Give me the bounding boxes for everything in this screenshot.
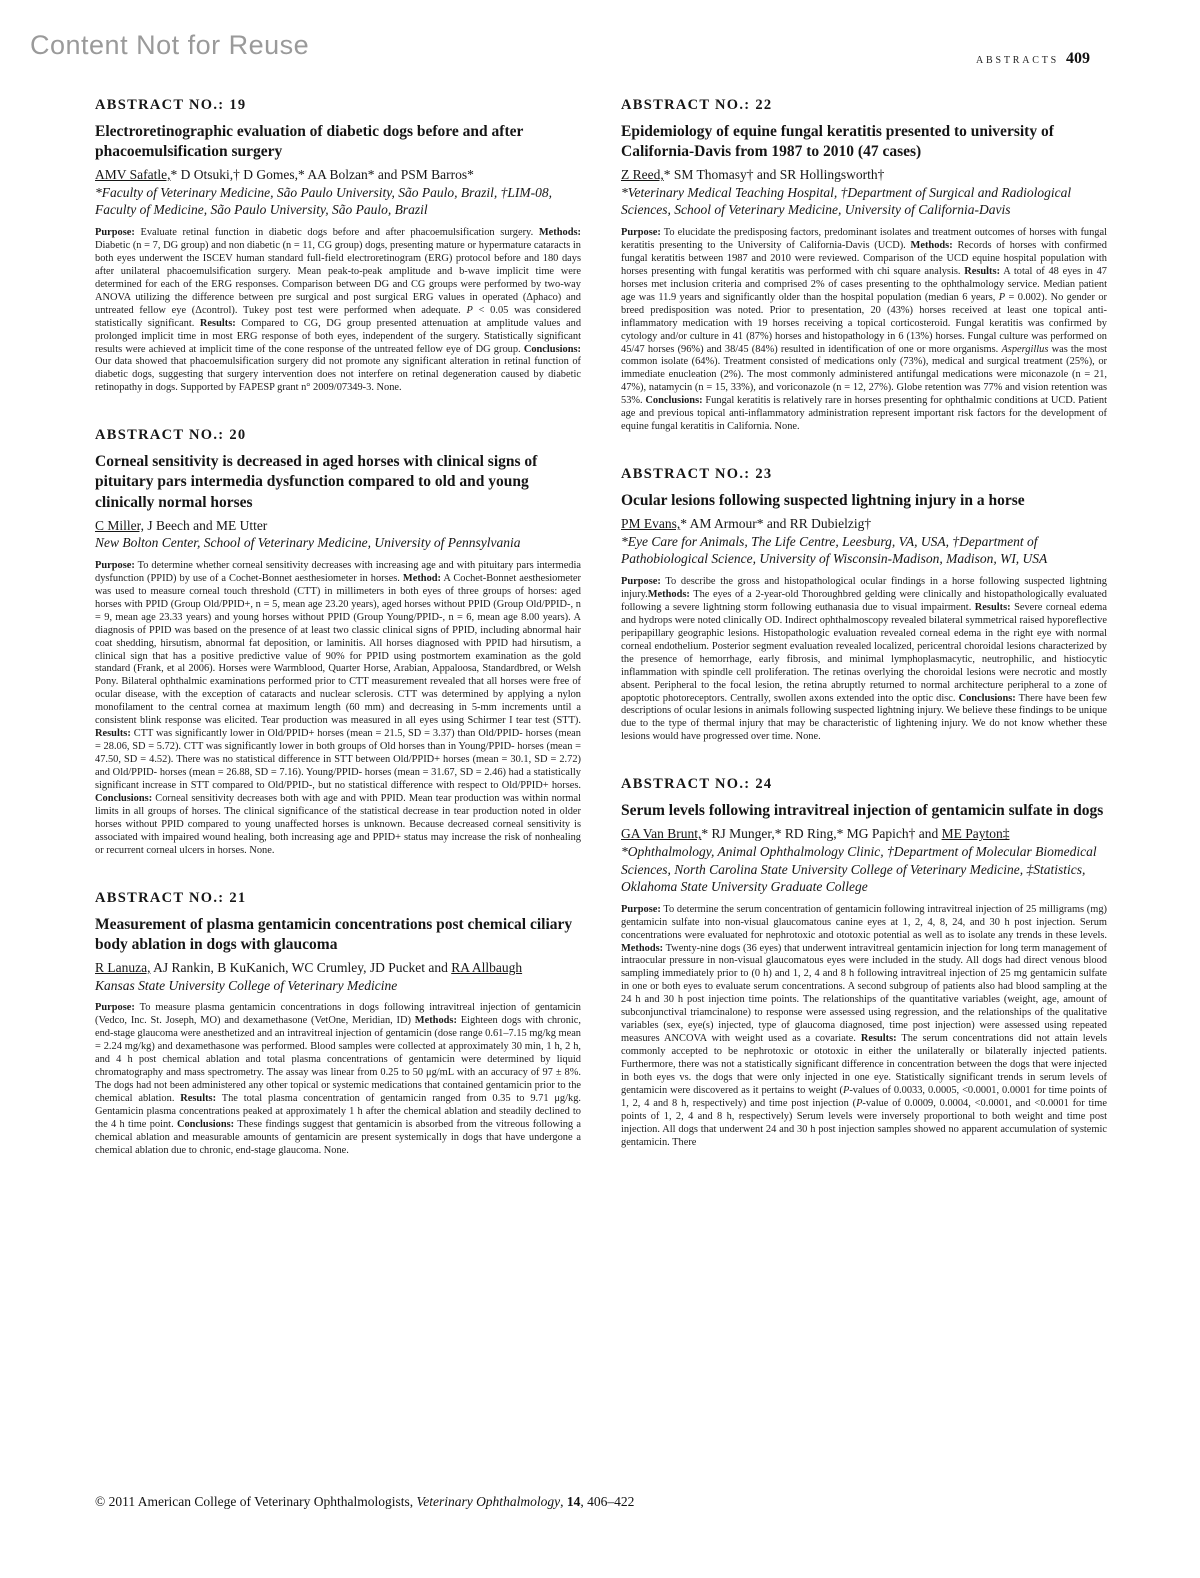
text-segment: P <box>842 1085 850 1097</box>
abstract-authors <box>95 166 581 184</box>
text-segment: Method: <box>402 572 441 584</box>
text-segment: Purpose: <box>95 559 135 571</box>
text-segment: * AM Armour* and RR Dubielzig† <box>680 516 872 532</box>
running-header <box>976 50 1090 68</box>
abstract-title: Corneal sensitivity is decreased in aged horses with clinical signs of pituitary pars intermedia dysfunction compared to old and young clinically normal horses <box>95 453 538 511</box>
text-segment: There have been few descriptions of ocular lesions in animals following suspected lightning injury. We believe these findings to be unique due to the type of thermal injury that may be characteristic of lightening injury. We do not know whether these lesions would have progressed over time. None. <box>621 692 1107 743</box>
text-segment: Purpose: <box>621 903 661 915</box>
abstract-body <box>95 560 581 858</box>
abstract-affiliation: *Veterinary Medical Teaching Hospital, †Department of Surgical and Radiological Sciences, School of Veterinary Medicine, University of California-Davis <box>621 184 1072 218</box>
abstract-authors <box>95 517 581 535</box>
abstract-number-heading: ABSTRACT NO.: 24 <box>621 776 773 793</box>
abstract-19 <box>95 97 581 395</box>
abstract-authors <box>621 825 1107 843</box>
text-segment: P <box>998 291 1006 303</box>
text-segment: AJ Rankin, B KuKanich, WC Crumley, JD Pucket and <box>150 960 452 976</box>
text-segment: C Miller, <box>95 517 144 533</box>
text-segment: Methods: <box>538 226 581 238</box>
abstract-number-heading: ABSTRACT NO.: 23 <box>621 466 773 483</box>
text-segment: To elucidate the predisposing factors, predominant isolates and treatment outcomes of horses with fungal keratitis presenting to the University of California-Davis (UCD). <box>621 226 1107 251</box>
text-segment: Results: <box>964 265 1001 277</box>
text-segment: Severe corneal edema and hydrops were noted clinically OD. Indirect ophthalmoscopy revealed bilateral symmetrical raised hyporeflective peripapillary geographic lesions. Histopathologic evaluation revealed corneal edema in the right eye with normal corneal endothelium. Posterior segment evaluation revealed localized, pericentral choroidal lesions characterized by the presence of hemorrhage, early fibrosis, and minimal lymphoplasmacytic, neutrophilic, and histiocytic inflammation with spindle cell proliferation. The retinas overlying the choroidal lesions were necrotic and mostly absent. Peripheral to the focal lesion, the retina abruptly returned to normal architecture peripheral to a zone of apoptotic photoreceptors. Centrally, swollen axons extended into the optic disc. <box>621 601 1107 704</box>
running-header-label: ABSTRACTS <box>976 55 1059 66</box>
text-segment: ME Payton‡ <box>941 826 1010 842</box>
text-segment: P <box>466 304 473 316</box>
text-segment: Results: <box>180 1092 217 1104</box>
text-segment: Methods: <box>647 588 690 600</box>
abstract-title: Ocular lesions following suspected lightning injury in a horse <box>621 492 1025 510</box>
text-segment: Conclusions: <box>95 792 153 804</box>
text-segment: The serum concentrations did not attain levels commonly accepted to be nephrotoxic or ototoxic in either the unilaterally or bilaterally injected patients. Furthermore, there was not a statistically significant difference in concentration between the dogs that were injected in both eyes vs. the dogs that were only injected in one eye. Statistically significant trends in serum levels of gentamicin were discovered as it pertains to weight ( <box>621 1033 1107 1097</box>
text-segment: Corneal sensitivity decreases both with age and with PPID. Mean tear production was within normal limits in all groups of horses. The clinical significance of the statistical decrease in tear production noted in older horses without PPID compared to young unaffected horses is unknown. Because decreased corneal sensitivity is associated with impaired wound healing, both increasing age and PPID+ status may increase the risk of nonhealing or recurrent corneal ulcers in horses. None. <box>95 792 581 856</box>
column-left <box>95 97 581 1190</box>
text-segment: Purpose: <box>621 575 661 587</box>
abstract-affiliation: *Ophthalmology, Animal Ophthalmology Clinic, †Department of Molecular Biomedical Sciences, North Carolina State University College of Veterinary Medicine, ‡Statistics, Oklahoma State University Graduate College <box>621 844 1097 895</box>
text-segment: Records of horses with confirmed fungal keratitis between 1987 and 2010 were reviewed. Comparison of the UCD equine hospital population with horses presenting with fungal keratitis was performed with chi square analysis. <box>621 239 1107 277</box>
text-segment: , 406–422 <box>580 1494 635 1509</box>
abstract-title: Electroretinographic evaluation of diabetic dogs before and after phacoemulsification surgery <box>95 123 524 161</box>
text-segment: Purpose: <box>95 1002 135 1014</box>
text-segment: © 2011 American College of Veterinary Ophthalmologists, <box>95 1494 417 1509</box>
text-segment: -value of 0.0009, 0.0004, <0.0001, and <0.0001 for time points of 1, 2, 4 and 8 h, respectively) Serum levels were inversely proportional to both weight and time post injection. All dogs that underwent 24 and 30 h post injection samples showed no apparent accumulation of systemic gentamicin. There <box>621 1097 1107 1148</box>
text-segment: Conclusions: <box>645 395 703 407</box>
abstract-number-heading: ABSTRACT NO.: 21 <box>95 889 247 906</box>
abstract-body <box>621 227 1107 434</box>
abstract-23 <box>621 466 1107 744</box>
abstract-body <box>95 227 581 395</box>
text-segment: To determine the serum concentration of gentamicin following intravitreal injection of 25 milligrams (mg) gentamicin sulfate into non-visual glaucomatous canine eyes at 1, 2, 4, 8, 24, and 30 h post injection. Serum concentrations were evaluated for nephrotoxic and ototoxic potential as well as to isolate any trends in these levels. <box>621 903 1107 941</box>
text-segment: J Beech and ME Utter <box>143 517 268 533</box>
abstract-title: Epidemiology of equine fungal keratitis presented to university of California-Davis from 1987 to 2010 (47 cases) <box>621 123 1054 161</box>
text-segment: * SM Thomasy† and SR Hollingsworth† <box>663 167 885 183</box>
text-segment: Our data showed that phacoemulsification surgery did not promote any significant alteration in retinal function of diabetic dogs, suggesting that surgery intervention does not interfere on retinal degeneration caused by diabetic retinopathy in dogs. Supported by FAPESP grant n° 2009/07349-3. None. <box>95 356 581 394</box>
abstract-22 <box>621 97 1107 434</box>
text-segment: A total of 48 eyes in 47 horses met inclusion criteria and comprised 2% of cases presenting to the ophthalmology service. Median patient age was 11.9 years and significantly older than the hospital population (median 6 years, <box>621 265 1107 303</box>
abstract-20 <box>95 427 581 857</box>
text-segment: Methods: <box>621 942 664 954</box>
text-segment: GA Van Brunt, <box>621 826 702 842</box>
abstract-affiliation: Kansas State University College of Veterinary Medicine <box>95 977 398 993</box>
text-segment: * RJ Munger,* RD Ring,* MG Papich† and <box>701 826 942 842</box>
text-segment: * D Otsuki,† D Gomes,* AA Bolzan* and PSM Barros* <box>170 167 474 183</box>
abstracts-content <box>95 97 1107 1190</box>
text-segment: Results: <box>974 601 1011 613</box>
text-segment: P <box>856 1097 863 1109</box>
abstract-authors <box>621 166 1107 184</box>
text-segment: Aspergillus <box>1001 343 1049 355</box>
page-number: 409 <box>1066 50 1090 67</box>
text-segment: PM Evans, <box>621 516 681 532</box>
text-segment: Purpose: <box>621 226 661 238</box>
text-segment: The eyes of a 2-year-old Thoroughbred gelding were clinically and histopathologically evaluated following a severe lightning storm following euthanasia due to visual impairment. <box>621 588 1107 613</box>
text-segment: Methods: <box>414 1015 457 1027</box>
abstract-number-heading: ABSTRACT NO.: 19 <box>95 97 247 113</box>
text-segment: < 0.05 was considered statistically significant. <box>95 304 581 329</box>
abstract-affiliation: New Bolton Center, School of Veterinary Medicine, University of Pennsylvania <box>95 535 521 551</box>
text-segment: Results: <box>95 728 131 740</box>
abstract-21 <box>95 890 581 1158</box>
abstract-body <box>621 904 1107 1150</box>
text-segment: The total plasma concentration of gentamicin ranged from 0.35 to 9.71 μg/kg. Gentamicin plasma concentrations peaked at approximately 1 h after the chemical ablation and steadily declined to the 4 h time point. <box>95 1092 581 1130</box>
text-segment: Z Reed, <box>621 167 664 183</box>
text-segment: Methods: <box>910 239 953 251</box>
text-segment: was the most common isolate (64%). Treatment consisted of medications only (73%), medical and surgical treatment (25%), or immediate enucleation (2%). The most commonly administered antifungal medications were miconazole (n = 21, 47%), natamycin (n = 15, 33%), and voriconazole (n = 12, 27%). Globe retention was 77% and vision retention was 53%. <box>621 343 1107 407</box>
text-segment: Fungal keratitis is relatively rare in horses presenting for ophthalmic conditions at UCD. Patient age and previous topical anti-inflammatory administration represent important risk factors for the development of equine fungal keratitis in California. None. <box>621 395 1107 433</box>
text-segment: , <box>560 1494 567 1509</box>
abstract-authors <box>95 959 581 977</box>
text-segment: Diabetic (n = 7, DG group) and non diabetic (n = 11, CG group) dogs, presenting mature or hypermature cataracts in both eyes underwent the ISCEV human standard full-field electroretinogram (ERG) protocol before and 180 days after unilateral phacoemulsification surgery. Mean peak-to-peak amplitude and b-wave implicit time were determined for each of the ERG responses. Comparison between DG and CG groups were performed by two-way ANOVA utilizing the difference between pre surgical and post surgical ERG values in operated (Δphaco) and untreated fellow eye (Δcontrol). Tukey post test were performed when adequate. <box>95 239 581 316</box>
text-segment: Conclusions: <box>523 343 581 355</box>
text-segment: Conclusions: <box>176 1118 235 1130</box>
text-segment: Eighteen dogs with chronic, end-stage glaucoma were anesthetized and an intravitreal injection of gentamicin (dose range 0.61–7.15 mg/kg mean = 2.24 mg/kg) and dexamethasone was performed. Blood samples were collected at approximately 30 min, 1 h, 2 h, and 4 h post chemical ablation and total plasma concentrations of gentamicin were determined by liquid chromatography and mass spectrometry. The assay was linear from 0.25 to 50 μg/mL with an accuracy of 97 ± 8%. The dogs had not been administered any other topical or systemic medications that contained gentamicin prior to the chemical ablation. <box>95 1015 581 1104</box>
abstract-24 <box>621 776 1107 1149</box>
abstract-title: Serum levels following intravitreal injection of gentamicin sulfate in dogs <box>621 802 1104 820</box>
abstract-body <box>95 1002 581 1157</box>
text-segment: Twenty-nine dogs (36 eyes) that underwent intravitreal gentamicin injection for long term management of intraocular pressure in non-visual glaucomatous eyes were included in the study. All dogs had direct venous blood sampling immediately prior to (0 h) and 1, 2, 4 and 8 h following intravitreal injection of 25 mg gentamicin sulfate in one or both eyes to evaluate serum concentrations. A second subgroup of patients also had blood sampling at the 24 h and 30 h post injection time points. The relationships of the quantitative variables (weight, age, amount of subconjunctival triamcinalone) to response were assessed using regression, and the relationships of the qualitative variables (sex, eye(s) injected, type of glaucoma diagnosed, time post injection) were assessed using repeated measures ANCOVA with weight used as a covariate. <box>621 942 1107 1045</box>
text-segment: Conclusions: <box>958 692 1016 704</box>
text-segment: A Cochet-Bonnet aesthesiometer was used to measure corneal touch threshold (CTT) in millimeters in both eyes of three groups of horses: aged horses with PPID (Group Old/PPID+, n = 5, mean age 23.20 years), aged horses without PPID (Group Old/PPID-, n = 9, mean age 23.33 years) and young horses without PPID (Group Young/PPID-, n = 6, mean age 8.00 years). A diagnosis of PPID was based on the presence of at least two classic clinical signs of PPID, including abnormal hair coat shedding, hirsutism, abnormal fat deposition, or laminitis. All horses diagnosed with PPID had hirsutism, a clinical sign that has a positive predictive value of 90% for PPID using postmortem examination as the gold standard (Frank, et al 2006). Horses were Warmblood, Quarter Horse, Arabian, Appaloosa, Standardbred, or Welsh Pony. Bilateral ophthalmic examinations performed prior to CTT measurement revealed that all horses were free of ocular disease, with the exception of cataracts and nuclear sclerosis. CTT was determined by applying a nylon monofilament to the central cornea at maximum length (60 mm) and decreasing in 5-mm increments until a consistent blink response was elicited. Tear production was measured in all eyes using Schirmer I tear test (STT). <box>95 572 582 727</box>
text-segment: 14 <box>566 1494 581 1509</box>
abstract-affiliation: *Faculty of Veterinary Medicine, São Paulo University, São Paulo, Brazil, †LIM-08, Faculty of Medicine, São Paulo University, São Paulo, Brazil <box>95 184 553 218</box>
text-segment: = 0.002). No gender or breed predisposition was noted. Prior to presentation, 20 (43%) horses received at least one topical anti-inflammatory medication with 19 horses receiving a topical corticosteroid. Fungal keratitis was confirmed by cytology and/or culture in 41 (87%) horses and histopathology in 6 (13%) horses. Fungal culture was performed on 45/47 horses (96%) and 38/45 (84%) resulted in identification of one or more organisms. <box>621 291 1107 355</box>
abstract-title: Measurement of plasma gentamicin concentrations post chemical ciliary body ablation in dogs with glaucoma <box>95 915 573 953</box>
text-segment: Compared to CG, DG group presented attenuation at amplitude values and prolonged implicit time in most ERG response of both eyes, independent of the surgery. Statistically significant results were achieved at implicit time of the cone response of the untreated fellow eye of DG group. <box>95 317 582 355</box>
text-segment: Results: <box>199 317 236 329</box>
text-segment: Veterinary Ophthalmology <box>416 1494 561 1509</box>
text-segment: Purpose: <box>95 226 135 238</box>
abstract-number-heading: ABSTRACT NO.: 22 <box>621 97 773 113</box>
text-segment: -values of 0.0033, 0.0005, <0.0001, 0.0001 for time points of 1, 2, 4 and 8 h, respectively) and time post injection ( <box>621 1085 1107 1109</box>
text-segment: To describe the gross and histopathological ocular findings in a horse following suspected lightning injury. <box>621 575 1107 600</box>
text-segment: CTT was significantly lower in Old/PPID+ horses (mean = 21.5, SD = 3.37) than Old/PPID- horses (mean = 28.06, SD = 5.72). CTT was significantly lower in both groups of Old horses than in Young/PPID- horses (mean = 47.50, SD = 4.52). There was no statistical difference in STT between Old/PPID+ horses (mean = 30.1, SD = 2.72) and Old/PPID- horses (mean = 26.88, SD = 7.16). Young/PPID- horses (mean = 31.67, SD = 2.46) had a statistically significant increase in STT compared to Old/PPID-, but no statistical difference with respect to Old/PPID+ horses. <box>95 728 581 792</box>
text-segment: To measure plasma gentamicin concentrations in dogs following intravitreal injection of gentamicin (Vedco, Inc. St. Joseph, MO) and dexamethasone (VetOne, Meridian, ID) <box>95 1002 581 1027</box>
abstract-number-heading: ABSTRACT NO.: 20 <box>95 427 247 444</box>
abstract-affiliation: *Eye Care for Animals, The Life Centre, Leesburg, VA, USA, †Department of Pathobiological Science, University of Wisconsin-Madison, Madison, WI, USA <box>621 533 1048 567</box>
text-segment: Evaluate retinal function in diabetic dogs before and after phacoemulsification surgery. <box>134 226 539 238</box>
text-segment: To determine whether corneal sensitivity decreases with increasing age and with pituitary pars intermedia dysfunction (PPID) by use of a Cochet-Bonnet aesthesiometer in horses. <box>95 559 581 584</box>
abstract-body <box>621 576 1107 744</box>
content-not-for-reuse-watermark: Content Not for Reuse <box>30 30 310 60</box>
footer-citation <box>95 1494 634 1510</box>
column-right <box>621 97 1107 1190</box>
text-segment: These findings suggest that gentamicin is absorbed from the vitreous following a chemical ablation and measurable amounts of gentamicin are present systemically in dogs that have undergone a chemical ablation due to chronic, end-stage glaucoma. None. <box>95 1118 582 1156</box>
abstract-authors <box>621 515 1107 533</box>
text-segment: RA Allbaugh <box>451 960 523 976</box>
text-segment: AMV Safatle, <box>95 167 171 183</box>
text-segment: R Lanuza, <box>95 960 151 976</box>
text-segment: Results: <box>860 1033 897 1045</box>
